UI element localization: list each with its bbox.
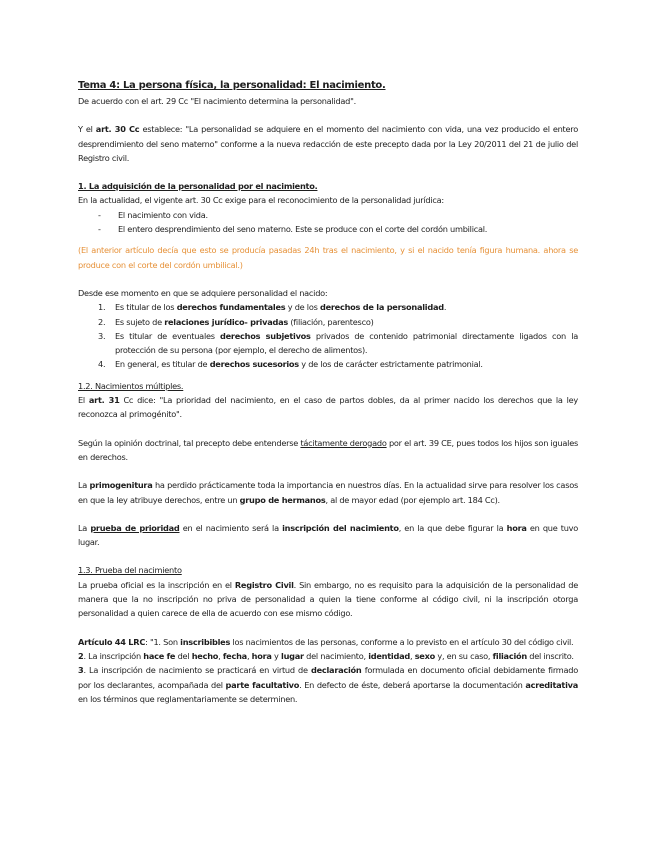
section-1-2-heading: 1.2. Nacimientos múltiples. bbox=[78, 380, 184, 391]
list-item: 2. Es sujeto de relaciones jurídico- privadas (filiación, parentesco) bbox=[98, 316, 374, 327]
section-1-heading: 1. La adquisición de la personalidad por el nacimiento. bbox=[78, 181, 318, 192]
historical-note: (El anterior artículo decía que esto se producía pasadas 24h tras el nacimiento, y si el nacido tenía figura humana. ahora se produce con el corte del cordón umbilical.) bbox=[78, 245, 578, 270]
page-title: Tema 4: La persona física, la personalidad: El nacimiento. bbox=[78, 80, 386, 91]
list-item: 1. Es titular de los derechos fundamentales y de los derechos de la personalidad. bbox=[98, 302, 447, 313]
section-1-2-paragraph-1: El art. 31 Cc dice: "La prioridad del nacimiento, en el caso de partos dobles, da al primer nacido los derechos que la ley reconozca al primogénito". bbox=[78, 395, 578, 420]
list-item: - El nacimiento con vida. bbox=[98, 208, 578, 222]
list-item: - El entero desprendimiento del seno materno. Este se produce con el corte del cordón umbilical. bbox=[98, 222, 578, 236]
section-1-3-heading: 1.3. Prueba del nacimiento bbox=[78, 565, 182, 576]
article-44-point-3: 3. La inscripción de nacimiento se practicará en virtud de declaración formulada en documento oficial debidamente firmado por los declarantes, acompañada del parte facultativo. En defecto de éste, deberá aportarse la documentación acreditativa en los términos que reglamentariamente se determinen. bbox=[78, 665, 578, 704]
document-body bbox=[78, 78, 578, 706]
rights-list bbox=[78, 300, 578, 371]
rights-list-lead: Desde ese momento en que se adquiere personalidad el nacido: bbox=[78, 287, 328, 298]
list-item: 4. En general, es titular de derechos sucesorios y de los de carácter estrictamente patrimonial. bbox=[98, 359, 483, 370]
article-44-point-1: Artículo 44 LRC: "1. Son inscribibles los nacimientos de las personas, conforme a lo previsto en el artículo 30 del código civil. bbox=[78, 636, 574, 647]
section-1-3-paragraph-1: La prueba oficial es la inscripción en el Registro Civil. Sin embargo, no es requisito para la adquisición de la personalidad de manera que la no inscripción no priva de personalidad a quien la tiene conforme al código civil, ni la inscripción otorga personalidad a quien carece de ella de acuerdo con ese mismo código. bbox=[78, 579, 578, 619]
section-1-2-paragraph-4: La prueba de prioridad en el nacimiento será la inscripción del nacimiento, en la que debe figurar la hora en que tuvo lugar. bbox=[78, 522, 579, 548]
intro-paragraph-1: De acuerdo con el art. 29 Cc "El nacimiento determina la personalidad". bbox=[78, 96, 356, 106]
intro-paragraph-2: Y el art. 30 Cc establece: "La personalidad se adquiere en el momento del nacimiento con vida, una vez producido el entero desprendimiento del seno materno" conforme a la nueva redacción de este precepto dada por la Ley 20/2011 del 21 de julio del Registro civil. bbox=[78, 124, 578, 163]
section-1-2-paragraph-2: Según la opinión doctrinal, tal precepto debe entenderse tácitamente derogado por el art. 39 CE, pues todos los hijos son iguales en derechos. bbox=[78, 437, 578, 462]
section-1-2-paragraph-3: La primogenitura ha perdido prácticamente toda la importancia en nuestros días. En la actualidad sirve para resolver los casos en que la ley atribuye derechos, entre un grupo de hermanos, al de mayor edad (por ejemplo art. 184 Cc). bbox=[78, 480, 578, 505]
list-item: 3. Es titular de eventuales derechos subjetivos privados de contenido patrimonial directamente ligados con la protección de su persona (por ejemplo, el derecho de alimentos). bbox=[98, 330, 578, 356]
section-1-lead: En la actualidad, el vigente art. 30 Cc exige para el reconocimiento de la personalidad jurídica: bbox=[78, 195, 444, 206]
requirements-list bbox=[78, 208, 578, 237]
article-44-point-2: 2. La inscripción hace fe del hecho, fecha, hora y lugar del nacimiento, identidad, sexo y, en su caso, filiación del inscrito. bbox=[78, 650, 574, 661]
